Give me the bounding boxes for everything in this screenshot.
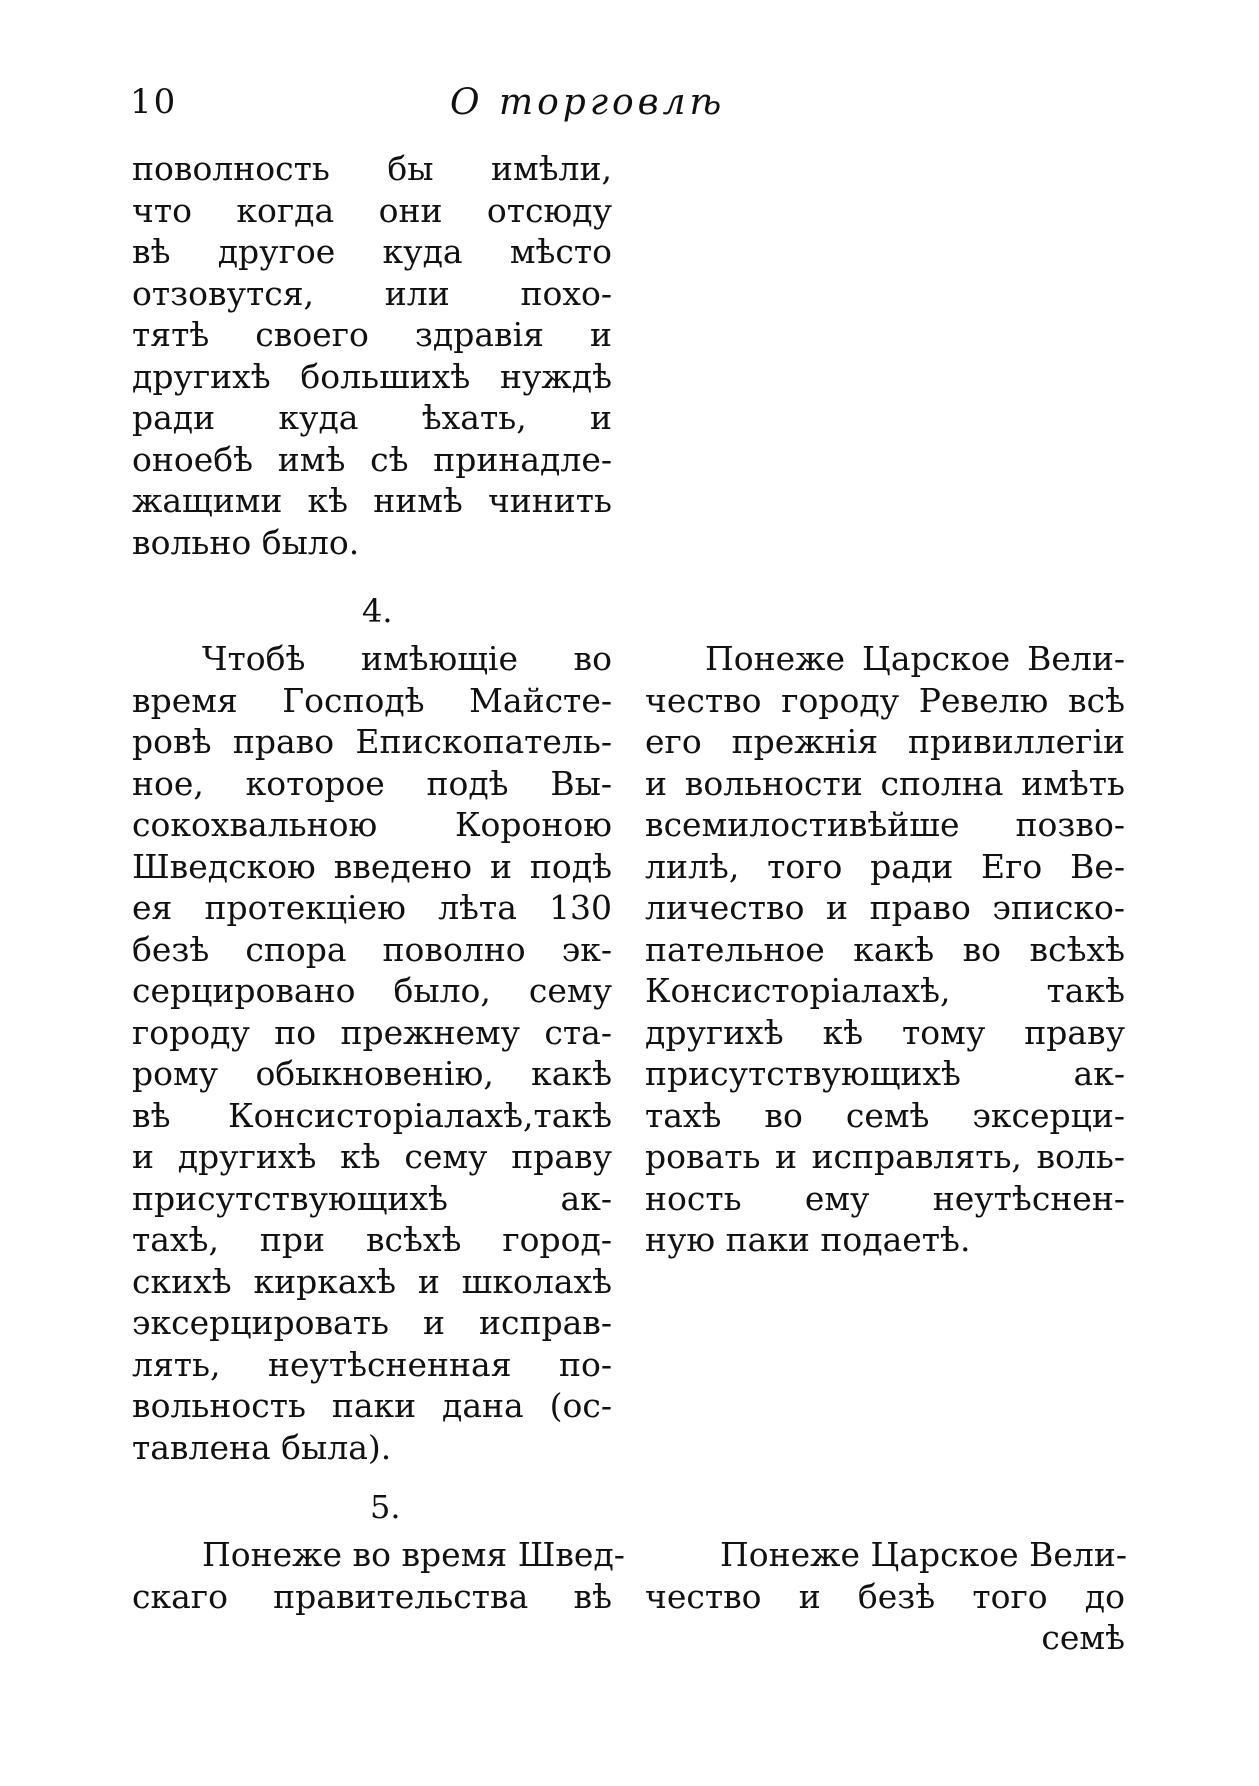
text-line: семѣ	[1041, 1618, 1125, 1657]
text-line: тятѣ своего здравія и	[132, 315, 612, 354]
text-line: тахѣ во семѣ эксерци-	[645, 1095, 1125, 1135]
text-line: и вольности сполна имѣть	[645, 763, 1125, 803]
page-number: 10	[130, 82, 178, 122]
text-line: Понеже во время Швед-	[202, 1535, 625, 1574]
text-line: тавлена была).	[132, 1427, 392, 1467]
page-header	[130, 82, 1130, 132]
text-line: эксерцировать и исправ-	[132, 1303, 612, 1342]
text-line: Шведскою введено и подѣ	[132, 846, 612, 886]
section-4-right-column	[645, 638, 1125, 1261]
section-4-left-column	[132, 638, 612, 1468]
text-line: присутствующихѣ ак-	[132, 1178, 612, 1218]
text-line: что когда они отсюду	[132, 190, 612, 230]
text-line: вѣ Консисторіалахѣ,такѣ	[132, 1095, 612, 1135]
text-line: лять, неутѣсненная по-	[132, 1344, 612, 1384]
text-line: ровѣ право Епископатель-	[132, 722, 612, 761]
running-title: О торговлѣ	[450, 82, 726, 123]
text-line: пательное какѣ во всѣхѣ	[645, 929, 1125, 969]
text-line: вольно было.	[132, 522, 360, 562]
text-line: поволность бы имѣли,	[132, 149, 612, 188]
text-line: всемилостивѣйше позво-	[645, 805, 1125, 844]
text-line: Чтобѣ имѣющіе во	[202, 639, 612, 678]
text-line: присутствующихѣ ак-	[645, 1054, 1125, 1093]
section-5-left-column	[132, 1534, 625, 1617]
text-line: отзовутся, или похо-	[132, 273, 612, 313]
text-line: другихѣ большихѣ нуждѣ	[132, 356, 612, 396]
text-line: ную паки подаетѣ.	[645, 1220, 971, 1259]
text-line: рому обыкновенію, какѣ	[132, 1054, 612, 1093]
text-line: жащими кѣ нимѣ чинить	[132, 481, 612, 520]
text-line: чество городу Ревелю всѣ	[645, 680, 1125, 720]
text-line: тахѣ, при всѣхѣ город-	[132, 1220, 612, 1259]
text-line: Понеже Царское Вели-	[705, 639, 1125, 678]
text-line: личество и право эписко-	[645, 888, 1125, 927]
text-line: скихѣ киркахѣ и школахѣ	[132, 1261, 612, 1301]
text-line: вольность паки дана (ос-	[132, 1386, 612, 1425]
section-number-5: 5.	[370, 1488, 401, 1526]
text-line: ное, которое подѣ Вы-	[132, 763, 612, 803]
text-line: ради куда ѣхать, и	[132, 398, 612, 437]
text-line: ровать и исправлять, воль-	[645, 1137, 1125, 1176]
text-line: лилѣ, того ради Его Ве-	[645, 846, 1125, 886]
text-line: время Господѣ Майсте-	[132, 680, 612, 720]
text-line: Понеже Царское Вели-	[720, 1535, 1128, 1574]
text-line: вѣ другое куда мѣсто	[132, 232, 612, 271]
section-number-4: 4.	[362, 592, 393, 630]
text-line: и другихѣ кѣ сему праву	[132, 1137, 612, 1176]
text-line: скаго правительства вѣ	[132, 1576, 612, 1616]
text-line: другихѣ кѣ тому праву	[645, 1012, 1125, 1052]
text-line: оноебѣ имѣ сѣ принадле-	[132, 439, 612, 479]
section-5-right-column	[645, 1534, 1128, 1659]
text-line: городу по прежнему ста-	[132, 1012, 612, 1052]
text-line: сокохвальною Короною	[132, 805, 612, 844]
text-line: ность ему неутѣснен-	[645, 1178, 1125, 1218]
text-line: чество и безѣ того до	[645, 1576, 1125, 1616]
text-line: ея протекціею лѣта 130	[132, 888, 612, 927]
text-line: Консисторіалахѣ, такѣ	[645, 971, 1125, 1010]
text-line: безѣ спора поволно эк-	[132, 929, 612, 969]
continuation-paragraph	[132, 148, 612, 563]
text-line: серцировано было, сему	[132, 971, 612, 1010]
text-line: его прежнія привиллегіи	[645, 722, 1125, 761]
